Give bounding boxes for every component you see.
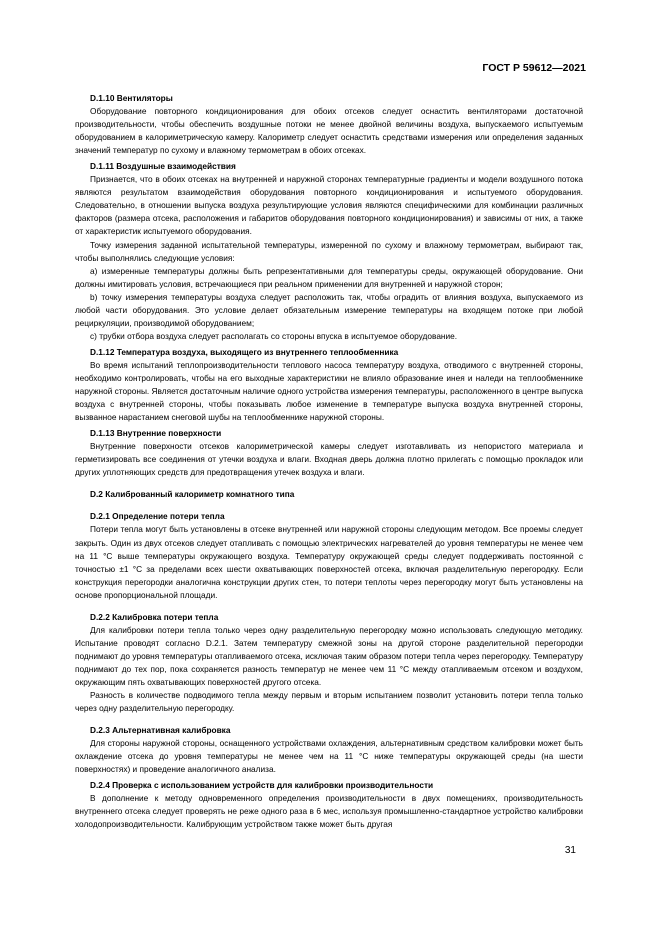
page-content xyxy=(75,92,583,831)
list-item: a) измеренные температуры должны быть репрезентативными для температуры среды, окружающей оборудование. Они должны имитировать условия, встречающиеся при реальном применении для внутренней и наружной сторон; xyxy=(75,265,583,289)
section-heading: D.2.2 Калибровка потери тепла xyxy=(90,611,219,622)
section-heading: D.2 Калиброванный калориметр комнатного типа xyxy=(90,489,295,500)
page-number: 31 xyxy=(564,845,576,856)
list-item: c) трубки отбора воздуха следует располагать со стороны впуска в испытуемое оборудование. xyxy=(90,330,458,341)
section-heading: D.1.12 Температура воздуха, выходящего из внутреннего теплообменника xyxy=(90,346,399,357)
list-item: b) точку измерения температуры воздуха следует расположить так, чтобы оградить от влияния воздуха, выпускаемого из любой части оборудования. Это условие делает обязательным измерение температуры на входящем потоке при любой рециркуляции, производимой оборудованием; xyxy=(75,291,583,328)
paragraph: Во время испытаний теплопроизводительности теплового насоса температуру воздуха, отводимого с внутренней стороны, необходимо контролировать, чтобы на его выходные характеристики не влияло образование инея и наледи на теплообменнике наружной стороны. Является достаточным наличие одного устройства измерения температуры, расположенного в центре выпуска воздуха с внутренней стороны, чтобы показывать любое изменение в температуре выпуска воздуха внутренней стороны, вызванное нарастанием снеговой шубы на теплообменнике наружной стороны. xyxy=(75,359,583,423)
paragraph: В дополнение к методу одновременного определения производительности в двух помещениях, производительность внутреннего отсека следует проверять не реже одного раза в 6 мес, используя промышленно-стандартное устройство калибровки холодопроизводительности. Калибрующим устройством также может быть другая xyxy=(75,793,583,830)
document-code: ГОСТ Р 59612—2021 xyxy=(482,62,586,74)
paragraph: Потери тепла могут быть установлены в отсеке внутренней или наружной стороны следующим методом. Все проемы следует закрыть. Один из двух отсеков следует отапливать с помощью электрических нагревателей до уровня температуры не менее чем на 11 °С выше температуры окружающего воздуха. Температуру окружающей среды следует поддерживать постоянной с точностью ±1 °С за пределами всех шести охватывающих поверхностей отсека, включая разделительную перегородку. Если конструкция перегородки аналогична конструкции других стен, то потери теплоты через перегородку могут быть установлены на основе пропорциональной площади. xyxy=(75,524,583,600)
paragraph: Признается, что в обоих отсеках на внутренней и наружной сторонах температурные градиенты и модели воздушного потока являются результатом взаимодействия оборудования повторного кондиционирования и испытуемого оборудования. Следовательно, в отношении выпуска воздуха результирующие условия являются специфическими для комбинации различных факторов (размера отсека, расположения и габаритов оборудования повторного кондиционирования) и зависимы от них, а также от характеристик испытуемого оборудования. xyxy=(75,174,583,237)
section-heading: D.2.1 Определение потери тепла xyxy=(90,511,225,522)
section-heading: D.2.4 Проверка с использованием устройств для калибровки производительности xyxy=(90,780,434,791)
paragraph: Внутренние поверхности отсеков калориметрической камеры следует изготавливать из непористого материала и герметизировать все соединения от утечки воздуха и влаги. Входная дверь должна плотно прилегать с помощью прокладок или других уплотняющих средств для предотвращения утечек воздуха и влаги. xyxy=(75,441,583,478)
paragraph: Точку измерения заданной испытательной температуры, измеренной по сухому и влажному термометрам, выбирают так, чтобы выполнялись следующие условия: xyxy=(75,239,583,263)
paragraph: Для калибровки потери тепла только через одну разделительную перегородку можно использовать следующую методику. Испытание проводят согласно D.2.1. Затем температуру смежной зоны на другой стороне разделительной перегородки поднимают до уровня температуры отапливаемого отсека, исключая таким образом потери тепла через перегородку. Температуру поднимают до тех пор, пока сохраняется разность температур не менее чем 11 °С между отапливаемым отсеком и воздухом, окружающим пять охватывающих поверхностей другого отсека. xyxy=(75,624,583,687)
section-heading: D.1.11 Воздушные взаимодействия xyxy=(90,161,236,172)
section-heading: D.1.13 Внутренние поверхности xyxy=(90,428,222,439)
section-heading: D.2.3 Альтернативная калибровка xyxy=(90,725,231,736)
paragraph: Разность в количестве подводимого тепла между первым и вторым испытанием позволит установить потери тепла только через одну разделительную перегородку. xyxy=(75,690,583,714)
section-heading: D.1.10 Вентиляторы xyxy=(90,93,173,103)
paragraph: Оборудование повторного кондиционирования для обоих отсеков следует оснастить вентиляторами достаточной производительности, чтобы обеспечить воздушные потоки не менее двойной величины воздуха, выпускаемого испытуемым оборудованием в калориметрическую камеру. Калориметр следует оснастить средствами измерения или определения заданных значений температур по сухому и влажному термометрам в обоих отсеках. xyxy=(75,106,583,156)
paragraph: Для стороны наружной стороны, оснащенного устройствами охлаждения, альтернативным средством калибровки может быть охлаждение отсека до уровня температуры не менее чем на 11 °С ниже температуры окружающей среды (на шести поверхностях) и проведение аналогичного анализа. xyxy=(75,738,583,775)
